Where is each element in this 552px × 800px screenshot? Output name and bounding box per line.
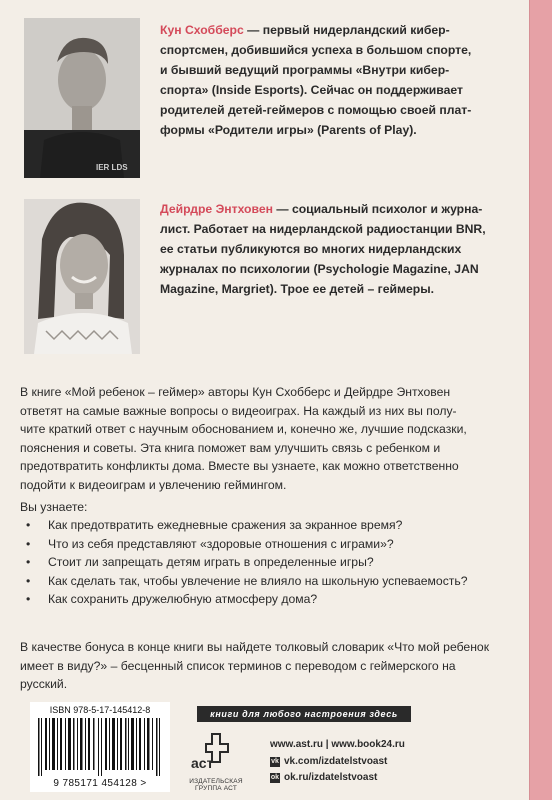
ast-logo-icon	[190, 732, 230, 772]
websites	[270, 737, 405, 754]
isbn-barcode	[30, 702, 170, 792]
questions-list	[20, 516, 514, 609]
author-photo-deirdre	[24, 199, 140, 354]
question-text: Как предотвратить ежедневные сражения за экранное время?	[48, 518, 403, 532]
bio-line: спортсмен, добившийся успеха в большом спорте,	[160, 43, 472, 57]
isbn-number: ISBN 978-5-17-145412-8	[49, 705, 151, 715]
cover-spine-edge	[529, 0, 552, 800]
bio-line: формы «Родители игры» (Parents of Play).	[160, 123, 417, 137]
description-line: ответят на самые важные вопросы о видеоиграх. На каждый из них вы полу-	[20, 403, 457, 418]
bio-line: родителей детей-геймеров с помощью своей плат-	[160, 103, 472, 117]
description-line: предотвратить конфликты дома. Вместе вы узнаете, как можно ответственно	[20, 459, 459, 473]
bio-line: журналах по психологии (Psychologie Magazine, JAN	[160, 262, 479, 276]
bullet-symbol: •	[26, 573, 31, 588]
bonus-paragraph	[20, 638, 514, 694]
author-bio-deirdre	[160, 199, 510, 299]
description-line: подойти к видеоиграм и увлечению геймингом.	[20, 477, 287, 492]
ast-logo-text: аст	[191, 755, 214, 771]
list-item	[20, 553, 514, 572]
bonus-line: русский.	[20, 677, 68, 691]
book-description	[20, 383, 514, 494]
ok-icon: ok	[270, 774, 280, 782]
bio-line: ее статьи публикуются во многих нидерландских	[160, 242, 462, 256]
publisher-name: ИЗДАТЕЛЬСКАЯ ГРУППА АСТ	[189, 778, 243, 792]
websites-text[interactable]: www.ast.ru | www.book24.ru	[270, 739, 405, 750]
bio-line: Magazine, Margriet). Трое ее детей – геймеры.	[160, 282, 435, 296]
description-line: чите краткий ответ с научным обоснованием и, конечно же, лучшие подсказки,	[20, 422, 467, 436]
list-item	[20, 535, 514, 554]
bonus-line: В качестве бонуса в конце книги вы найдете толковый словарик «Что мой ребенок	[20, 640, 490, 654]
author-bio-koen	[160, 20, 510, 140]
question-text: Что из себя представляют «здоровые отношения с играми»?	[48, 536, 394, 551]
bio-line: спорта» (Inside Esports). Сейчас он поддерживает	[160, 83, 463, 97]
publisher-links	[270, 737, 405, 787]
you-learn-heading: Вы узнаете:	[20, 500, 88, 514]
author-photo-koen	[24, 18, 140, 178]
list-item	[20, 572, 514, 591]
bullet-symbol: •	[26, 555, 31, 569]
ok-link[interactable]	[270, 770, 405, 787]
barcode-bars	[36, 718, 164, 776]
question-text: Стоит ли запрещать детям играть в определенные игры?	[48, 555, 374, 569]
author-name: Дейрдре Энтховен	[160, 202, 273, 216]
bullet-symbol: •	[26, 592, 31, 606]
vk-text[interactable]: vk.com/izdatelstvoast	[284, 755, 388, 767]
publisher-tagline: книги для любого настроения здесь	[197, 706, 411, 722]
question-text: Как сохранить дружелюбную атмосферу дома?	[48, 592, 318, 606]
bio-line: — социальный психолог и журна-	[272, 202, 483, 216]
vk-link[interactable]	[270, 754, 405, 771]
vk-icon: vk	[271, 757, 279, 765]
description-line: В книге «Мой ребенок – геймер» авторы Кун Схобберс и Дейрдре Энтховен	[20, 385, 451, 399]
bonus-line: имеет в виду?» – бесценный список терминов с переводом с геймерского на	[20, 658, 456, 673]
list-item	[20, 516, 514, 535]
bio-line: лист. Работает на нидерландской радиостанции BNR,	[160, 222, 486, 236]
question-text: Как сделать так, чтобы увлечение не влияло на школьную успеваемость?	[48, 573, 468, 588]
author-name: Кун Схобберс	[160, 23, 244, 37]
list-item	[20, 590, 514, 609]
ok-text[interactable]: ok.ru/izdatelstvoast	[284, 772, 378, 783]
bio-line: — первый нидерландский кибер-	[243, 23, 450, 37]
bio-line: и бывший ведущий программы «Внутри кибер-	[160, 63, 450, 77]
description-line: пояснения и советы. Эта книга поможет вам улучшить связь с ребенком и	[20, 440, 441, 455]
svg-text:IER LDS: IER LDS	[96, 163, 128, 172]
barcode-digits: 9 785171 454128 >	[53, 778, 147, 789]
bullet-symbol: •	[26, 518, 31, 532]
bullet-symbol: •	[26, 536, 31, 551]
